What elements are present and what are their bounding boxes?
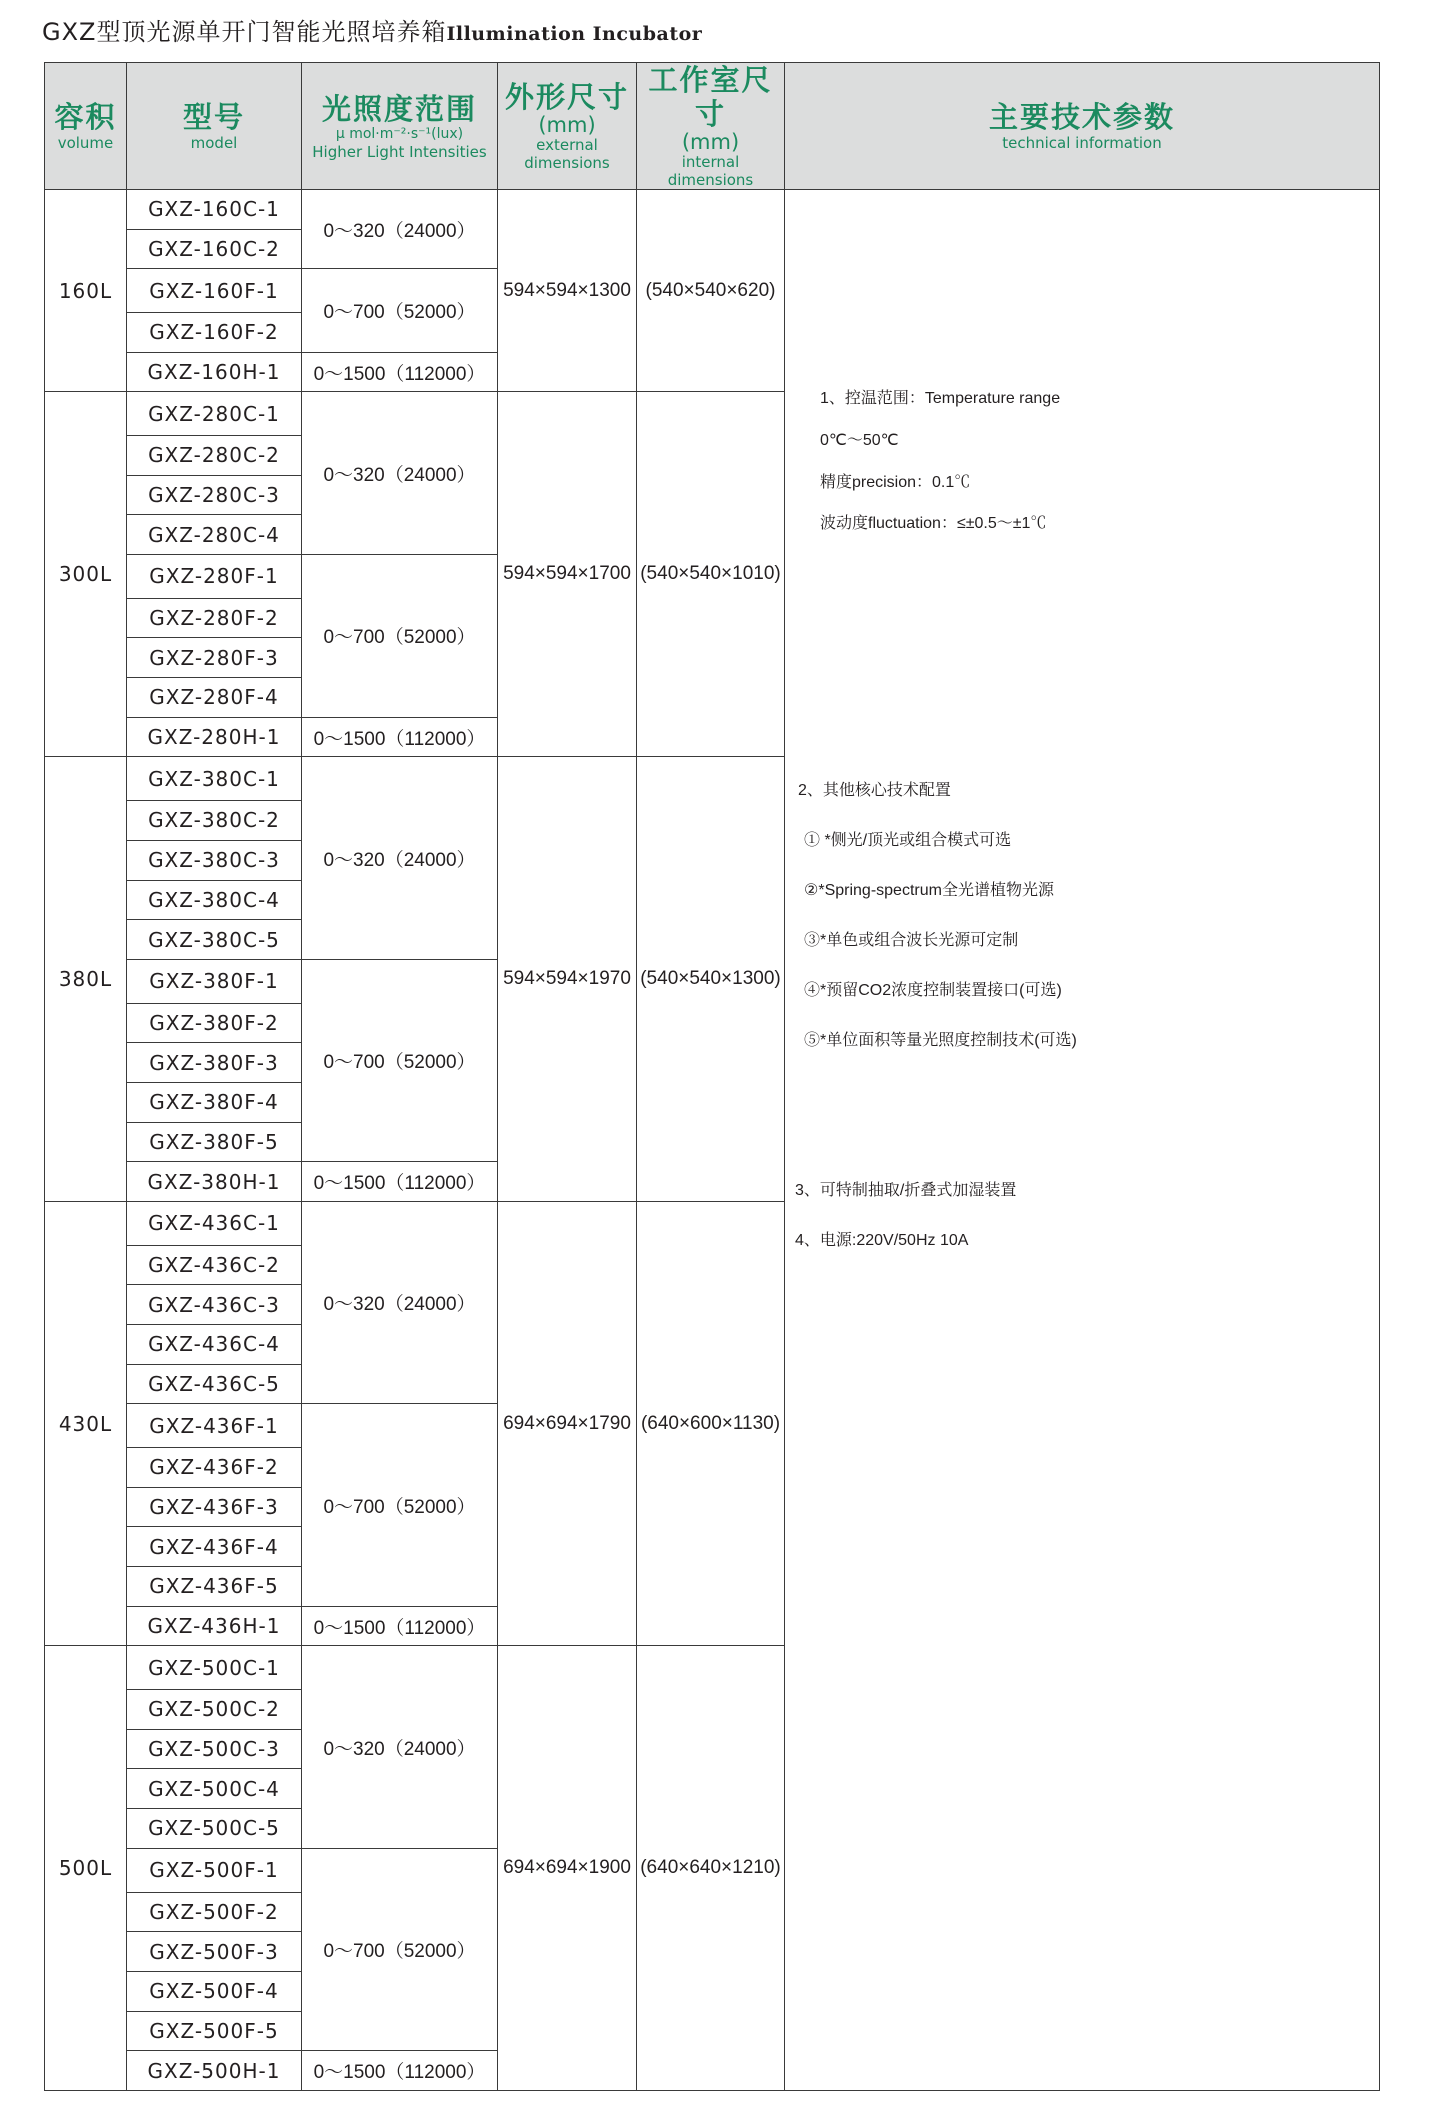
header-tech-en: technical information [1002, 134, 1162, 152]
technical-info-item: ②*Spring-spectrum全光谱植物光源 [804, 882, 1054, 899]
model-cell: GXZ-436F-5 [127, 1567, 302, 1607]
volume-cell: 430L [45, 1201, 127, 1645]
header-model-en: model [190, 134, 238, 152]
header-volume-cn: 容积 [54, 100, 117, 134]
light-range-cell: 0～700（52000） [302, 269, 498, 352]
model-cell: GXZ-160C-2 [127, 229, 302, 269]
model-cell: GXZ-160F-2 [127, 313, 302, 353]
model-cell: GXZ-380F-2 [127, 1003, 302, 1043]
volume-cell: 300L [45, 392, 127, 757]
model-cell: GXZ-436C-3 [127, 1285, 302, 1325]
technical-info-cell [785, 190, 1380, 2091]
volume-cell: 380L [45, 757, 127, 1201]
internal-dimensions-cell: (640×640×1210) [637, 1646, 785, 2091]
internal-dimensions-cell: (640×600×1130) [637, 1201, 785, 1645]
model-cell: GXZ-280C-3 [127, 475, 302, 515]
model-cell: GXZ-436F-1 [127, 1404, 302, 1448]
model-cell: GXZ-280F-3 [127, 638, 302, 678]
model-cell: GXZ-380C-4 [127, 880, 302, 920]
model-cell: GXZ-380F-1 [127, 959, 302, 1003]
model-cell: GXZ-500C-3 [127, 1729, 302, 1769]
light-range-cell: 0～700（52000） [302, 555, 498, 718]
header-light-en: Higher Light Intensities [312, 142, 487, 161]
model-cell: GXZ-500C-5 [127, 1809, 302, 1849]
model-cell: GXZ-380C-3 [127, 840, 302, 880]
light-range-cell: 0～700（52000） [302, 959, 498, 1161]
header-internal-en: internal dimensions [667, 153, 754, 189]
model-cell: GXZ-500C-2 [127, 1690, 302, 1730]
page-title-cn: GXZ型顶光源单开门智能光照培养箱 [42, 18, 447, 46]
technical-info-item: 1、控温范围：Temperature range [820, 390, 1061, 407]
model-cell: GXZ-380F-5 [127, 1122, 302, 1162]
model-cell: GXZ-160C-1 [127, 190, 302, 230]
header-light-unit: μ mol·m⁻²·s⁻¹(lux) [335, 125, 464, 142]
page-title-en: Illumination Incubator [446, 23, 703, 45]
spec-table [44, 62, 1380, 2091]
model-cell: GXZ-500C-4 [127, 1769, 302, 1809]
model-cell: GXZ-500F-3 [127, 1932, 302, 1972]
model-cell: GXZ-280F-2 [127, 598, 302, 638]
model-cell: GXZ-500F-5 [127, 2011, 302, 2051]
external-dimensions-cell: 594×594×1970 [498, 757, 637, 1201]
model-cell: GXZ-436C-2 [127, 1245, 302, 1285]
external-dimensions-cell: 694×694×1790 [498, 1201, 637, 1645]
model-cell: GXZ-380H-1 [127, 1162, 302, 1202]
header-tech-cn: 主要技术参数 [988, 100, 1175, 134]
table-row [45, 190, 1380, 230]
technical-info-item: ⑤*单位面积等量光照度控制技术(可选) [804, 1032, 1077, 1049]
header-light [302, 63, 498, 190]
page-title [42, 12, 702, 47]
light-range-cell: 0～320（24000） [302, 190, 498, 269]
model-cell: GXZ-500F-4 [127, 1971, 302, 2011]
technical-info-list [785, 190, 1379, 2090]
header-internal-cn: 工作室尺寸 [648, 63, 773, 131]
model-cell: GXZ-436C-4 [127, 1324, 302, 1364]
model-cell: GXZ-436C-5 [127, 1364, 302, 1404]
model-cell: GXZ-380F-3 [127, 1043, 302, 1083]
model-cell: GXZ-280C-2 [127, 436, 302, 476]
table-header-row [45, 63, 1380, 190]
technical-info-item: 4、电源:220V/50Hz 10A [795, 1232, 969, 1249]
model-cell: GXZ-436C-1 [127, 1201, 302, 1245]
model-cell: GXZ-500F-2 [127, 1892, 302, 1932]
model-cell: GXZ-500C-1 [127, 1646, 302, 1690]
internal-dimensions-cell: (540×540×1010) [637, 392, 785, 757]
header-volume-en: volume [57, 134, 114, 152]
model-cell: GXZ-436F-2 [127, 1447, 302, 1487]
model-cell: GXZ-280C-4 [127, 515, 302, 555]
light-range-cell: 0～1500（112000） [302, 1162, 498, 1202]
volume-cell: 500L [45, 1646, 127, 2091]
model-cell: GXZ-160H-1 [127, 352, 302, 392]
technical-info-item: 波动度fluctuation：≤±0.5～±1℃ [820, 515, 1047, 532]
header-internal [637, 63, 785, 190]
header-tech [785, 63, 1380, 190]
technical-info-item: ④*预留CO2浓度控制装置接口(可选) [804, 982, 1062, 999]
header-external-en: external dimensions [524, 136, 610, 172]
model-cell: GXZ-160F-1 [127, 269, 302, 313]
model-cell: GXZ-280F-1 [127, 555, 302, 599]
model-cell: GXZ-380C-5 [127, 920, 302, 960]
light-range-cell: 0～320（24000） [302, 392, 498, 555]
header-model [127, 63, 302, 190]
volume-cell: 160L [45, 190, 127, 392]
external-dimensions-cell: 594×594×1300 [498, 190, 637, 392]
light-range-cell: 0～1500（112000） [302, 717, 498, 757]
technical-info-item: ③*单色或组合波长光源可定制 [804, 932, 1019, 949]
light-range-cell: 0～320（24000） [302, 1646, 498, 1848]
header-internal-unit: (mm) [681, 130, 740, 154]
light-range-cell: 0～320（24000） [302, 757, 498, 959]
technical-info-item: ① *侧光/顶光或组合模式可选 [804, 832, 1012, 849]
model-cell: GXZ-280F-4 [127, 678, 302, 718]
model-cell: GXZ-436H-1 [127, 1606, 302, 1646]
model-cell: GXZ-380C-1 [127, 757, 302, 801]
header-external-unit: (mm) [538, 113, 596, 137]
model-cell: GXZ-500H-1 [127, 2051, 302, 2091]
model-cell: GXZ-436F-4 [127, 1527, 302, 1567]
internal-dimensions-cell: (540×540×1300) [637, 757, 785, 1201]
header-external-cn: 外形尺寸 [504, 80, 629, 114]
light-range-cell: 0～1500（112000） [302, 352, 498, 392]
light-range-cell: 0～700（52000） [302, 1848, 498, 2051]
external-dimensions-cell: 594×594×1700 [498, 392, 637, 757]
spec-table-body [45, 190, 1380, 2091]
header-model-cn: 型号 [182, 100, 245, 134]
external-dimensions-cell: 694×694×1900 [498, 1646, 637, 2091]
technical-info-item: 3、可特制抽取/折叠式加湿装置 [795, 1182, 1017, 1199]
technical-info-item: 精度precision：0.1℃ [820, 474, 971, 491]
model-cell: GXZ-436F-3 [127, 1487, 302, 1527]
internal-dimensions-cell: (540×540×620) [637, 190, 785, 392]
header-volume [45, 63, 127, 190]
model-cell: GXZ-280C-1 [127, 392, 302, 436]
header-light-cn: 光照度范围 [321, 91, 477, 126]
header-external [498, 63, 637, 190]
model-cell: GXZ-500F-1 [127, 1848, 302, 1892]
technical-info-item: 2、其他核心技术配置 [798, 782, 951, 799]
light-range-cell: 0～700（52000） [302, 1404, 498, 1606]
light-range-cell: 0～1500（112000） [302, 1606, 498, 1646]
model-cell: GXZ-380C-2 [127, 801, 302, 841]
model-cell: GXZ-380F-4 [127, 1082, 302, 1122]
light-range-cell: 0～320（24000） [302, 1201, 498, 1403]
light-range-cell: 0～1500（112000） [302, 2051, 498, 2091]
model-cell: GXZ-280H-1 [127, 717, 302, 757]
technical-info-item: 0℃～50℃ [820, 432, 899, 449]
